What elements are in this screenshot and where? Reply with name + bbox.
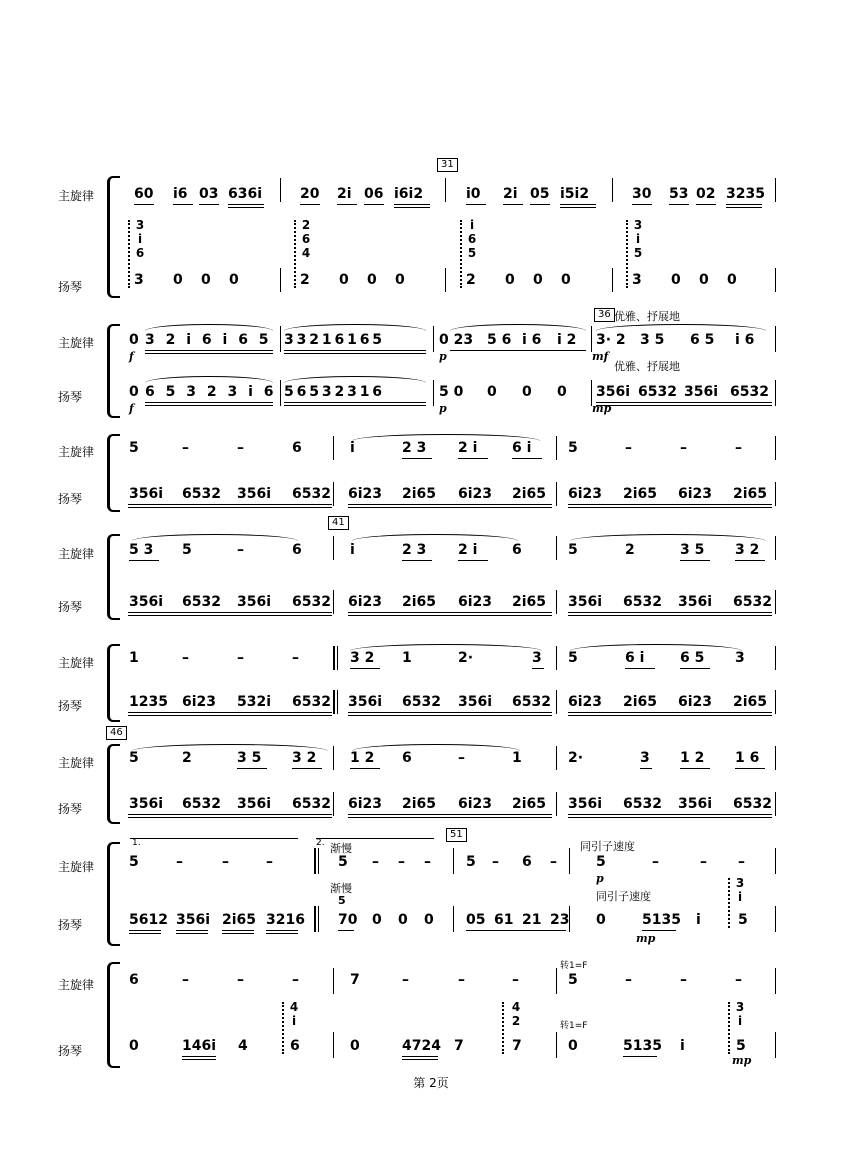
note: 0 (372, 912, 382, 928)
volta-2-bracket (316, 838, 434, 839)
note: 7 (350, 972, 360, 988)
system-brace (107, 176, 120, 298)
chord: 3 i (735, 1000, 745, 1028)
note: 0 (129, 384, 139, 400)
note: 5612 (129, 912, 168, 928)
note: 6 5 (690, 332, 715, 348)
note: 2 (466, 272, 476, 288)
note: 60 (134, 186, 154, 202)
key-change-annotation: 转1=F (560, 961, 588, 971)
note: 0 (487, 384, 497, 400)
note: – (266, 854, 273, 870)
note: 20 (300, 186, 320, 202)
note: 0 (557, 384, 567, 400)
note: 6 (129, 972, 139, 988)
note: 636i (228, 186, 263, 202)
rehearsal-mark-51: 51 (446, 828, 467, 842)
chord: 3 i 5 (633, 218, 643, 260)
note: 0 (350, 1038, 360, 1054)
note: 2i (503, 186, 518, 202)
note: 5 3 (129, 542, 154, 558)
rehearsal-mark-36: 36 (594, 308, 615, 322)
instrument-label-yangqin: 扬琴 (58, 699, 83, 713)
instrument-label-yangqin: 扬琴 (58, 600, 83, 614)
note: 2 (182, 750, 192, 766)
note: 3 2 (735, 542, 760, 558)
barline (775, 178, 776, 202)
note: 3 (134, 272, 144, 288)
instrument-label-yangqin: 扬琴 (58, 390, 83, 404)
note: i6i2 (394, 186, 424, 202)
note: – (182, 650, 189, 666)
barline (280, 268, 281, 292)
note: 5 0 (439, 384, 464, 400)
note: 3 (640, 750, 650, 766)
note: 0 (129, 1038, 139, 1054)
chord: 2 6 4 (301, 218, 311, 260)
note: i 6 (735, 332, 755, 348)
note: 5135 (623, 1038, 662, 1054)
note: – (735, 440, 742, 456)
system-brace (107, 744, 120, 824)
tempo-annotation: 同引子速度 (596, 890, 651, 903)
note: 356i (237, 594, 272, 610)
note: 3 5 (237, 750, 262, 766)
note: 6532 (402, 694, 441, 710)
note: 2i65 (733, 486, 768, 502)
note: 2i (337, 186, 352, 202)
note: 0 (505, 272, 515, 288)
note: 2i65 (512, 594, 547, 610)
key-change-annotation: 转1=F (560, 1021, 588, 1031)
note: 6532 (292, 796, 331, 812)
dynamic-marking: f (129, 402, 134, 415)
dynamic-marking: f (129, 350, 134, 363)
chord: 4 i (289, 1000, 299, 1028)
note: 1235 (129, 694, 168, 710)
note: 3 2 i 6 i 6 5 (145, 332, 272, 348)
note: – (738, 854, 745, 870)
note: 2i65 (402, 594, 437, 610)
note: – (550, 854, 557, 870)
instrument-label-yangqin: 扬琴 (58, 492, 83, 506)
note: 1 6 (735, 750, 760, 766)
note: – (735, 972, 742, 988)
note: 6532 (623, 796, 662, 812)
note: 1 (402, 650, 412, 666)
dynamic-marking: p (439, 350, 447, 363)
note: 4 (238, 1038, 248, 1054)
note: 5 (596, 854, 606, 870)
note: 532i (237, 694, 272, 710)
note: 2· (568, 750, 584, 766)
note: 6532 (733, 796, 772, 812)
note: 0 (201, 272, 211, 288)
instrument-label-yangqin: 扬琴 (58, 280, 83, 294)
system-8 (0, 958, 862, 1068)
barline (280, 178, 281, 202)
note: 6i23 (348, 486, 383, 502)
note: 0 (339, 272, 349, 288)
instrument-label-melody: 主旋律 (58, 860, 95, 874)
note: 06 (364, 186, 384, 202)
note: 5 (129, 854, 139, 870)
note: 356i (568, 594, 603, 610)
instrument-label-melody: 主旋律 (58, 756, 95, 770)
barline (775, 268, 776, 292)
note: 7 (454, 1038, 464, 1054)
note: i0 (466, 186, 481, 202)
note: 6532 (730, 384, 769, 400)
note: 5 (129, 750, 139, 766)
note: 6532 (623, 594, 662, 610)
note: 4724 (402, 1038, 441, 1054)
instrument-label-melody: 主旋律 (58, 547, 95, 561)
note: 356i (237, 486, 272, 502)
note: – (680, 440, 687, 456)
note: 0 (173, 272, 183, 288)
note: – (372, 854, 379, 870)
note: 3 5 (680, 542, 705, 558)
note: 2i65 (512, 796, 547, 812)
note: 1 (129, 650, 139, 666)
note: i6 (173, 186, 188, 202)
note: – (182, 440, 189, 456)
note: 3235 (726, 186, 765, 202)
note: 5 (568, 650, 578, 666)
system-brace (107, 534, 120, 620)
instrument-label-melody: 主旋律 (58, 445, 95, 459)
rehearsal-mark-41: 41 (328, 516, 349, 530)
system-3 (0, 432, 862, 512)
note: 6 (402, 750, 412, 766)
note: 2 3 (402, 542, 427, 558)
note: i5i2 (560, 186, 590, 202)
note: 3 3 2 1 6 1 6 5 (284, 332, 382, 348)
note: 0 (699, 272, 709, 288)
note: 0 (398, 912, 408, 928)
note: 6i23 (458, 594, 493, 610)
instrument-label-yangqin: 扬琴 (58, 1044, 83, 1058)
note: 61 (494, 912, 514, 928)
note: 0 (367, 272, 377, 288)
note: 30 (632, 186, 652, 202)
note: 6 5 (680, 650, 705, 666)
note: 2 3 (402, 440, 427, 456)
note: 6i23 (182, 694, 217, 710)
note: 70 (338, 912, 358, 928)
rehearsal-mark-46: 46 (106, 726, 127, 740)
note: 6i23 (348, 594, 383, 610)
note: 6 (292, 440, 302, 456)
system-brace (107, 842, 120, 946)
note: 0 (229, 272, 239, 288)
note: 0 (727, 272, 737, 288)
note: 356i (129, 796, 164, 812)
note: 0 (424, 912, 434, 928)
note: 2i65 (402, 486, 437, 502)
note: 02 (696, 186, 716, 202)
note: 6i23 (348, 796, 383, 812)
chord: 3 i (735, 876, 745, 904)
note: 05 (466, 912, 486, 928)
note: 356i (129, 594, 164, 610)
note: 6532 (182, 594, 221, 610)
note: – (237, 440, 244, 456)
note: 6 (290, 1038, 300, 1054)
rehearsal-mark-31: 31 (437, 158, 458, 172)
note: 6 i (512, 440, 532, 456)
note: 6532 (292, 486, 331, 502)
dynamic-marking: mp (732, 1054, 752, 1067)
note: – (652, 854, 659, 870)
note: 3 2 (350, 650, 375, 666)
note: 2 i (458, 542, 478, 558)
note: 5 (129, 440, 139, 456)
chord: i 6 5 (467, 218, 477, 260)
note: 6532 (182, 486, 221, 502)
note: 2 i (458, 440, 478, 456)
tempo-annotation: 渐慢 (330, 882, 352, 895)
note: 5 (738, 912, 748, 928)
barline (612, 268, 613, 292)
note: 356i (458, 694, 493, 710)
note: 6 (292, 542, 302, 558)
note: 6532 (182, 796, 221, 812)
note: 0 (522, 384, 532, 400)
note: – (237, 972, 244, 988)
note: – (625, 972, 632, 988)
system-brace (107, 434, 120, 512)
instrument-label-yangqin: 扬琴 (58, 918, 83, 932)
note: 2i65 (623, 486, 658, 502)
note: 1 2 (680, 750, 705, 766)
note: 5 6 (487, 332, 512, 348)
note: 3216 (266, 912, 305, 928)
system-6 (0, 727, 862, 824)
note: 0 (129, 332, 139, 348)
note: 6i23 (678, 694, 713, 710)
note: 5 (466, 854, 476, 870)
tempo-annotation: 优雅、抒展地 (614, 310, 680, 323)
note: 23 (550, 912, 570, 928)
note: 146i (182, 1038, 217, 1054)
note: 3 (632, 272, 642, 288)
dynamic-marking: p (596, 872, 604, 885)
note: 5 (568, 542, 578, 558)
note: 5 (182, 542, 192, 558)
note: 53 (669, 186, 689, 202)
note: 3 5 (640, 332, 665, 348)
dynamic-marking: mf (592, 350, 609, 363)
tempo-annotation: 优雅、抒展地 (614, 360, 680, 373)
note: 2i65 (623, 694, 658, 710)
note: 0 23 (439, 332, 474, 348)
note: – (398, 854, 405, 870)
note: 03 (199, 186, 219, 202)
system-1 (0, 159, 862, 300)
note: 2 (625, 542, 635, 558)
note: 5 (338, 894, 346, 907)
instrument-label-melody: 主旋律 (58, 336, 95, 350)
note: 2i65 (733, 694, 768, 710)
note: 0 (671, 272, 681, 288)
instrument-label-yangqin: 扬琴 (58, 802, 83, 816)
note: i 6 (522, 332, 542, 348)
note: 2i65 (222, 912, 257, 928)
note: 356i (237, 796, 272, 812)
volta-2-label: 2. (316, 838, 325, 848)
note: 5135 (642, 912, 681, 928)
tempo-annotation: 渐慢 (330, 842, 352, 855)
note: 1 (512, 750, 522, 766)
note: 6532 (512, 694, 551, 710)
note: i (350, 440, 355, 456)
note: i (680, 1038, 685, 1054)
system-5 (0, 642, 862, 722)
note: 2i65 (512, 486, 547, 502)
note: 6i23 (678, 486, 713, 502)
note: – (424, 854, 431, 870)
dynamic-marking: p (439, 402, 447, 415)
note: 3 2 (292, 750, 317, 766)
note: 356i (678, 594, 713, 610)
note: 21 (522, 912, 542, 928)
barline (445, 268, 446, 292)
chord: 4 2 (511, 1000, 521, 1028)
repeat-start (333, 646, 335, 670)
note: i (696, 912, 701, 928)
note: – (292, 972, 299, 988)
note: 356i (678, 796, 713, 812)
note: 5 (568, 972, 578, 988)
note: 6532 (638, 384, 677, 400)
note: – (458, 750, 465, 766)
note: – (292, 650, 299, 666)
system-7 (0, 829, 862, 948)
note: – (512, 972, 519, 988)
note: 356i (684, 384, 719, 400)
note: 6 i (625, 650, 645, 666)
note: – (222, 854, 229, 870)
page-number: 第 2页 (413, 1076, 449, 1090)
note: i (350, 542, 355, 558)
note: 5 6 5 3 2 3 1 6 (284, 384, 382, 400)
note: 0 (533, 272, 543, 288)
note: 3· 2 (596, 332, 626, 348)
note: – (402, 972, 409, 988)
note: i 2 (557, 332, 577, 348)
note: 05 (530, 186, 550, 202)
note: 0 (568, 1038, 578, 1054)
note: 356i (568, 796, 603, 812)
note: – (680, 972, 687, 988)
note: 6532 (292, 694, 331, 710)
instrument-label-melody: 主旋律 (58, 978, 95, 992)
system-brace (107, 962, 120, 1068)
note: 6532 (292, 594, 331, 610)
note: 0 (395, 272, 405, 288)
volta-1-bracket (130, 838, 298, 839)
note: 0 (561, 272, 571, 288)
note: 1 2 (350, 750, 375, 766)
system-brace (107, 644, 120, 722)
system-4 (0, 517, 862, 620)
barline (612, 178, 613, 202)
system-brace (107, 324, 120, 418)
note: 356i (129, 486, 164, 502)
note: 6i23 (568, 694, 603, 710)
note: 6 (512, 542, 522, 558)
barline (445, 178, 446, 202)
instrument-label-melody: 主旋律 (58, 656, 95, 670)
note: 7 (512, 1038, 522, 1054)
note: 6 5 3 2 3 i 6 (145, 384, 277, 400)
note: 356i (176, 912, 211, 928)
note: 6 (522, 854, 532, 870)
note: – (700, 854, 707, 870)
note: – (176, 854, 183, 870)
note: 6i23 (458, 796, 493, 812)
instrument-label-melody: 主旋律 (58, 189, 95, 203)
note: 3 (735, 650, 745, 666)
note: – (458, 972, 465, 988)
note: 356i (596, 384, 631, 400)
dynamic-marking: mp (636, 932, 656, 945)
note: – (625, 440, 632, 456)
note: – (237, 650, 244, 666)
note: – (237, 542, 244, 558)
note: 2i65 (402, 796, 437, 812)
dynamic-marking: mp (592, 402, 612, 415)
chord: 3 i 6 (135, 218, 145, 260)
note: 5 (736, 1038, 746, 1054)
tempo-annotation: 同引子速度 (580, 840, 635, 853)
note: 6i23 (458, 486, 493, 502)
note: 5 (568, 440, 578, 456)
note: 6532 (733, 594, 772, 610)
volta-1-label: 1. (132, 838, 141, 848)
note: – (182, 972, 189, 988)
note: 2· (458, 650, 474, 666)
note: 6i23 (568, 486, 603, 502)
note: 3 (532, 650, 542, 666)
note: 356i (348, 694, 383, 710)
note: – (492, 854, 499, 870)
note: 2 (300, 272, 310, 288)
note: 0 (596, 912, 606, 928)
system-2 (0, 309, 862, 422)
note: 5 (338, 854, 348, 870)
